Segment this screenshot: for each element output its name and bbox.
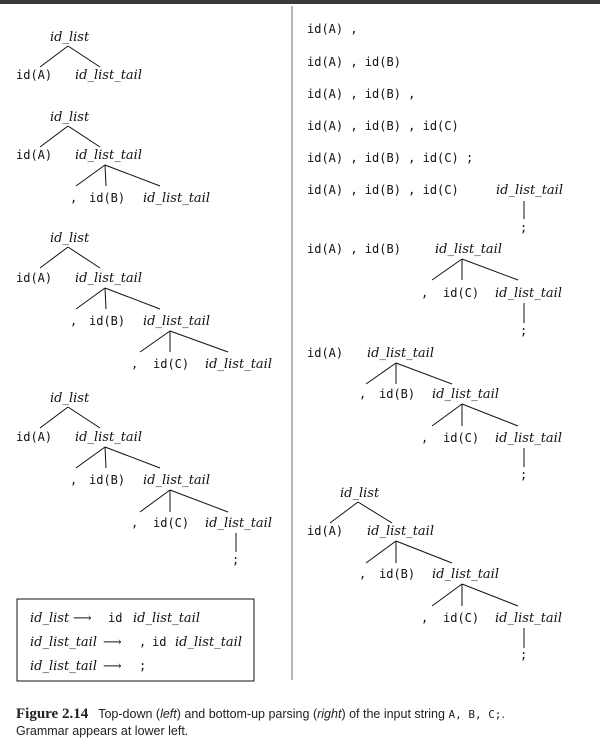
node-semicolon: ; <box>232 553 240 567</box>
figure-number: Figure 2.14 <box>16 706 89 722</box>
grammar-rule-2 <box>30 635 242 650</box>
node-comma: , <box>359 567 367 581</box>
caption-text-2: ) and bottom-up parsing ( <box>176 707 318 721</box>
node-id-list-tail: id_list_tail <box>432 567 499 582</box>
node-id-list-tail: id_list_tail <box>495 431 562 446</box>
node-id-c: id(C) <box>443 286 480 300</box>
rule-lhs: id_list <box>30 611 70 626</box>
node-comma: , <box>131 357 139 371</box>
node-id-c: id(C) <box>443 431 480 445</box>
node-comma: , <box>70 191 78 205</box>
node-id-list-tail: id_list_tail <box>205 516 272 531</box>
rule-nonterminal: id_list_tail <box>133 611 200 626</box>
node-comma: , <box>131 516 139 530</box>
rule-terminal: id <box>152 635 167 649</box>
node-id-list-tail: id_list_tail <box>205 357 272 372</box>
caption-left: left <box>160 707 177 721</box>
node-id-b: id(B) <box>89 473 126 487</box>
figure-caption <box>16 706 591 739</box>
node-id-list-tail: id_list_tail <box>143 191 210 206</box>
caption-right: right <box>317 707 342 721</box>
grammar-rule-3 <box>30 659 146 674</box>
node-id-list: id_list <box>50 231 90 246</box>
node-id-list-tail: id_list_tail <box>367 524 434 539</box>
rule-terminal: id <box>108 611 123 625</box>
grammar-rule-1 <box>30 611 200 626</box>
caption-text-3: ) of the input string <box>341 707 449 721</box>
bottom-up-step-8 <box>307 346 562 482</box>
node-id-list-tail: id_list_tail <box>75 430 142 445</box>
node-comma: , <box>421 431 429 445</box>
node-id-c: id(C) <box>153 357 190 371</box>
arrow-icon: ⟶ <box>103 635 122 650</box>
node-comma: , <box>421 286 429 300</box>
node-id-c: id(C) <box>153 516 190 530</box>
rule-comma: , <box>139 635 147 649</box>
node-id-b: id(B) <box>379 387 416 401</box>
node-id-a: id(A) <box>16 430 53 444</box>
node-id-list-tail: id_list_tail <box>367 346 434 361</box>
node-id-a: id(A) <box>16 68 53 82</box>
node-id-a: id(A) <box>307 524 344 538</box>
caption-input-string: A, B, C; <box>448 708 502 721</box>
arrow-icon: ⟶ <box>103 659 122 674</box>
node-id-list: id_list <box>340 486 380 501</box>
rule-semicolon: ; <box>139 659 147 673</box>
node-id-list-tail: id_list_tail <box>75 148 142 163</box>
grammar-box <box>17 599 254 681</box>
bottom-up-step-6 <box>307 183 563 235</box>
top-down-tree-4 <box>16 391 272 567</box>
step-prefix: id(A) <box>307 346 344 360</box>
node-id-b: id(B) <box>379 567 416 581</box>
node-id-a: id(A) <box>16 271 53 285</box>
node-id-list-tail: id_list_tail <box>495 286 562 301</box>
node-id-list: id_list <box>50 391 90 406</box>
node-id-list-tail: id_list_tail <box>75 271 142 286</box>
node-id-b: id(B) <box>89 314 126 328</box>
node-semicolon: ; <box>520 324 528 338</box>
node-semicolon: ; <box>520 468 528 482</box>
node-id-a: id(A) <box>16 148 53 162</box>
node-comma: , <box>359 387 367 401</box>
top-down-tree-3 <box>16 231 272 372</box>
node-id-b: id(B) <box>89 191 126 205</box>
rule-lhs: id_list_tail <box>30 659 97 674</box>
rule-nonterminal: id_list_tail <box>175 635 242 650</box>
bottom-up-step-2: id(A) , id(B) <box>307 55 401 69</box>
node-id-list-tail: id_list_tail <box>496 183 563 198</box>
top-down-tree-1 <box>16 30 142 83</box>
node-id-list-tail: id_list_tail <box>143 314 210 329</box>
bottom-up-step-3: id(A) , id(B) , <box>307 87 416 101</box>
bottom-up-step-9 <box>307 486 562 662</box>
caption-line-2: Grammar appears at lower left. <box>16 724 189 738</box>
node-id-list-tail: id_list_tail <box>432 387 499 402</box>
node-comma: , <box>421 611 429 625</box>
bottom-up-step-1: id(A) , <box>307 22 358 36</box>
node-id-list-tail: id_list_tail <box>435 242 502 257</box>
node-comma: , <box>70 473 78 487</box>
node-semicolon: ; <box>520 648 528 662</box>
node-id-list-tail: id_list_tail <box>143 473 210 488</box>
caption-text-1: Top-down ( <box>98 707 161 721</box>
step-prefix: id(A) , id(B) , id(C) <box>307 183 459 197</box>
node-id-list: id_list <box>50 30 90 45</box>
top-down-tree-2 <box>16 110 210 206</box>
node-id-list-tail: id_list_tail <box>75 68 142 83</box>
arrow-icon: ⟶ <box>73 611 92 626</box>
bottom-up-step-5: id(A) , id(B) , id(C) ; <box>307 151 474 165</box>
step-prefix: id(A) , id(B) <box>307 242 401 256</box>
bottom-up-step-7 <box>307 242 562 338</box>
rule-lhs: id_list_tail <box>30 635 97 650</box>
node-id-c: id(C) <box>443 611 480 625</box>
caption-text-4: . <box>501 707 505 721</box>
node-semicolon: ; <box>520 221 528 235</box>
node-comma: , <box>70 314 78 328</box>
bottom-up-step-4: id(A) , id(B) , id(C) <box>307 119 459 133</box>
node-id-list: id_list <box>50 110 90 125</box>
node-id-list-tail: id_list_tail <box>495 611 562 626</box>
